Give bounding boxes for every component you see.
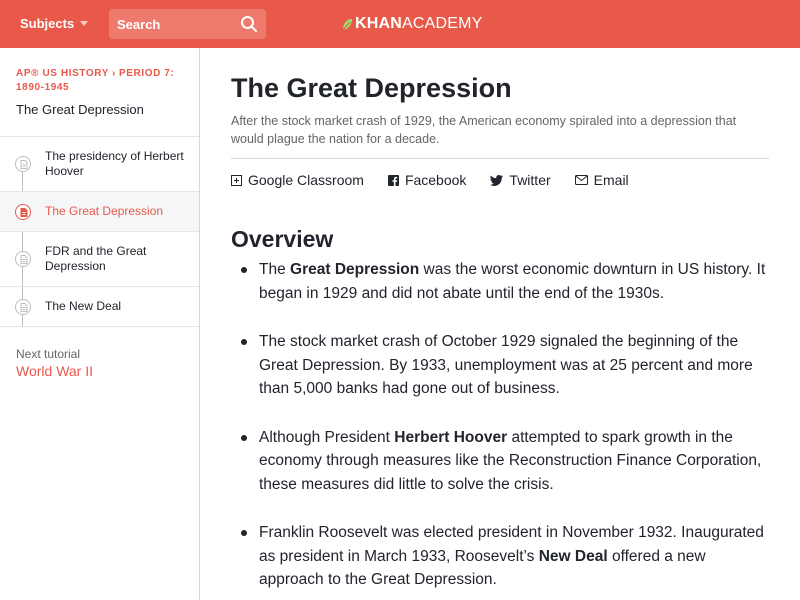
bullet-text: offered a new approach to the Great Depression. <box>259 547 706 588</box>
lesson-list <box>0 136 199 327</box>
share-google-classroom-button[interactable] <box>231 172 364 188</box>
article-icon <box>15 204 31 220</box>
lesson-item-great-depression[interactable] <box>0 192 199 232</box>
share-email-button[interactable] <box>575 172 629 188</box>
next-tutorial-label: Next tutorial <box>16 347 81 361</box>
chevron-down-icon <box>80 21 88 26</box>
divider <box>231 158 769 159</box>
lesson-label: The New Deal <box>45 299 122 313</box>
top-navigation-bar <box>0 0 800 48</box>
bullet-text: was the worst economic downturn in US history. It began in 1929 and did not abate until the end of the 1930s. <box>259 261 766 302</box>
search-box <box>109 9 266 39</box>
bullet-text: attempted to spark growth in the economy through measures like the Reconstruction Finance Corporation, these measures did little to solve the crisis. <box>259 428 762 493</box>
article-icon <box>15 156 31 172</box>
bullet-text: The stock market crash of October 1929 signaled the beginning of the Great Depression. By 1933, unemployment was at 25 percent and more than 5,000 banks had gone out of business. <box>259 333 753 397</box>
share-label: Facebook <box>404 172 467 188</box>
section-heading-overview: Overview <box>231 226 334 252</box>
tutorial-sidebar <box>0 48 200 600</box>
list-item <box>231 330 771 401</box>
breadcrumb-unit[interactable]: PERIOD 7: 1890-1945 <box>16 68 175 93</box>
bullet-text: Although President <box>259 428 395 446</box>
breadcrumb-course[interactable]: AP® US HISTORY <box>16 68 110 79</box>
search-input[interactable] <box>109 9 239 39</box>
email-icon <box>575 175 588 185</box>
chevron-right-icon: › <box>112 68 116 79</box>
leaf-icon <box>342 18 353 31</box>
article-icon <box>15 251 31 267</box>
breadcrumb <box>16 67 191 95</box>
list-item <box>231 426 771 497</box>
subjects-menu-button[interactable] <box>20 16 88 31</box>
article-icon <box>15 299 31 315</box>
logo-khan-text: KHAN <box>355 15 403 32</box>
tutorial-title: The Great Depression <box>16 102 144 117</box>
khan-academy-logo[interactable] <box>342 15 483 33</box>
google-classroom-icon <box>231 175 242 186</box>
lesson-label: FDR and the Great Depression <box>45 244 147 273</box>
subjects-label: Subjects <box>20 16 75 31</box>
bullet-bold-text: Great Depression <box>290 261 420 278</box>
bullet-text: Franklin Roosevelt was elected president in November 1932. Inaugurated as president in March 1933, Roosevelt’s <box>259 524 764 565</box>
search-icon[interactable] <box>240 15 258 33</box>
list-item <box>231 258 771 305</box>
list-item <box>231 521 771 592</box>
lesson-item-hoover[interactable] <box>0 137 199 192</box>
next-tutorial-link[interactable]: World War II <box>16 363 94 379</box>
share-label: Google Classroom <box>248 172 364 188</box>
bullet-bold-text: Herbert Hoover <box>394 428 508 446</box>
share-twitter-button[interactable] <box>490 172 550 188</box>
overview-list <box>231 258 771 600</box>
bullet-text: The <box>259 261 291 278</box>
lesson-item-new-deal[interactable] <box>0 287 199 327</box>
page-title: The Great Depression <box>231 73 512 103</box>
share-bar <box>231 172 653 188</box>
lesson-label: The presidency of Herbert Hoover <box>45 149 184 178</box>
bullet-bold-text: New Deal <box>538 547 608 565</box>
article-subtitle: After the stock market crash of 1929, the American economy spiraled into a depression that would plague the nation for a decade. <box>231 114 737 146</box>
lesson-label: The Great Depression <box>45 204 164 218</box>
lesson-item-fdr[interactable] <box>0 232 199 287</box>
logo-academy-text: ACADEMY <box>402 15 483 32</box>
share-label: Twitter <box>509 172 551 188</box>
facebook-icon <box>388 175 399 186</box>
twitter-icon <box>490 175 503 186</box>
share-facebook-button[interactable] <box>388 172 466 188</box>
share-label: Email <box>593 172 629 188</box>
